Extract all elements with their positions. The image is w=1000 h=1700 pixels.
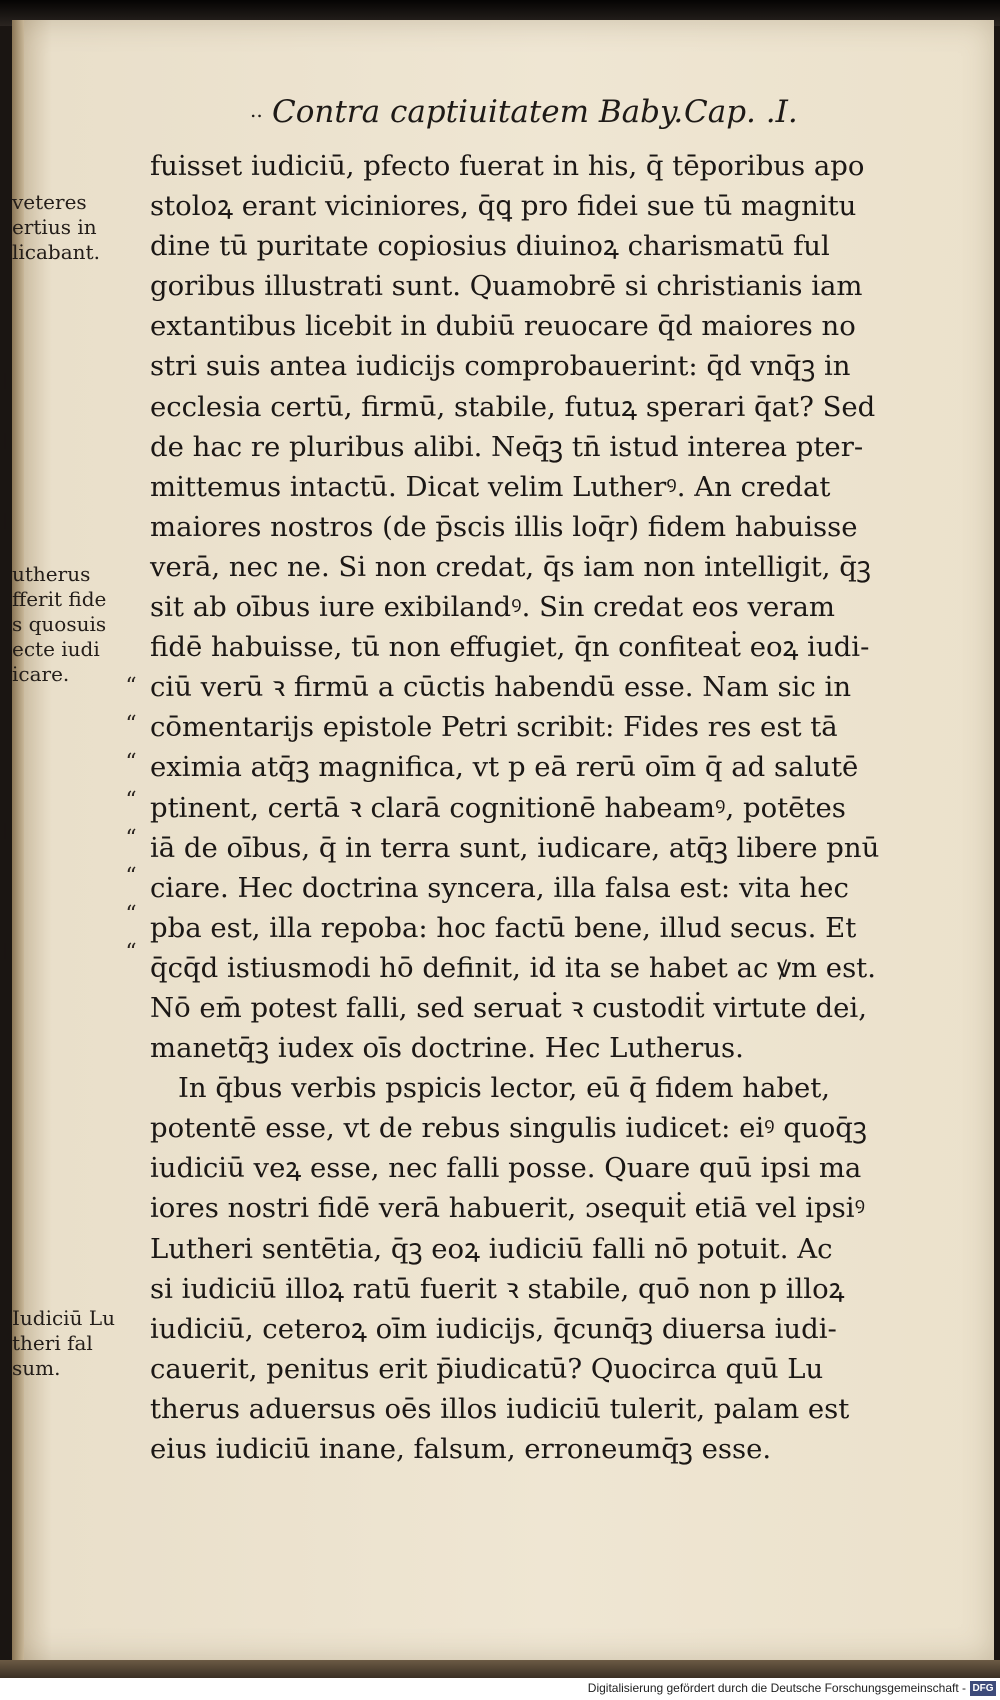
margin-note-line: licabant. — [12, 240, 100, 264]
text-line: iā de oībus, q̄ in terra sunt, iudicare, atq̄ꝫ libere pnū — [150, 831, 880, 864]
quote-mark: “ — [125, 940, 137, 965]
text-line: q̄cq̄d istiusmodi hō definit, id ita se habet ac ꝟm est. — [150, 951, 876, 984]
margin-note-line: sum. — [12, 1356, 61, 1380]
text-line: iudiciū, ceteroꝝ oīm iudicijs, q̄cunq̄ꝫ diuersa iudi- — [150, 1312, 837, 1345]
quote-mark: “ — [125, 788, 137, 813]
page-spine-edge — [12, 20, 24, 1660]
text-line: ptinent, certā ꝛ clarā cognitionē habeamꝰ, potētes — [150, 791, 846, 824]
text-line: eius iudiciū inane, falsum, erroneumq̄ꝫ esse. — [150, 1433, 772, 1465]
text-line: Lutheri sentētia, q̄ꝫ eoꝝ iudiciū falli nō potuit. Ac — [150, 1232, 833, 1265]
text-line: fidē habuisse, tū non effugiet, q̄n confiteaṫ eoꝝ iudi- — [150, 631, 870, 664]
text-line: cōmentarijs epistole Petri scribit: Fides res est tā — [150, 711, 838, 744]
quote-mark: “ — [125, 826, 137, 851]
header-lead: .. — [250, 98, 263, 122]
text-line: iudiciū veꝝ esse, nec falli posse. Quare quū ipsi ma — [150, 1152, 862, 1185]
margin-note-line: utherus — [12, 562, 91, 586]
text-line: stoloꝝ erant viciniores, q̄ꝗ pro fidei sue tū magnitu — [150, 190, 857, 223]
text-line: stri suis antea iudicijs comprobauerint: q̄d vnq̄ꝫ in — [150, 350, 851, 383]
text-line: maiores nostros (de p̄scis illis loq̄r) fidem habuisse — [150, 510, 858, 543]
text-line: extantibus licebit in dubiū reuocare q̄d maiores no — [150, 310, 856, 343]
text-line: In q̄bus verbis pspicis lector, eū q̄ fidem habet, — [178, 1072, 831, 1105]
text-line: fuisset iudiciū, pfecto fuerat in his, q̄ tēporibus apo — [150, 150, 865, 182]
text-line: ciare. Hec doctrina syncera, illa falsa est: vita hec — [150, 871, 849, 904]
quote-mark: “ — [125, 712, 137, 737]
text-line: mittemus intactū. Dicat velim Lutherꝰ. An credat — [150, 470, 831, 503]
quote-mark: “ — [125, 750, 137, 775]
funding-credit: Digitalisierung gefördert durch die Deutsche Forschungsgemeinschaft - — [587, 1681, 966, 1695]
text-line: de hac re pluribus alibi. Neq̄ꝫ tn̄ istud interea pter- — [150, 430, 864, 463]
text-line: iores nostri fidē verā habuerit, ɔsequiṫ etiā vel ipsiꝰ — [150, 1192, 866, 1225]
margin-note-line: veteres — [12, 190, 87, 214]
text-line: cauerit, penitus erit p̄iudicatū? Quocirca quū Lu — [150, 1352, 824, 1385]
body-text — [150, 146, 950, 1469]
text-line: si iudiciū illoꝝ ratū fuerit ꝛ stabile, quō non p illoꝝ — [150, 1272, 845, 1305]
running-title: Contra captiuitatem Baby. — [272, 94, 684, 130]
quote-mark: “ — [125, 864, 137, 889]
text-line: sit ab oībus iure exibilandꝰ. Sin credat eos veram — [150, 591, 835, 624]
text-line: verā, nec ne. Si non credat, q̄s iam non intelligit, q̄ꝫ — [150, 550, 871, 583]
text-line: dine tū puritate copiosius diuinoꝝ charismatū ful — [150, 230, 830, 263]
text-line: ciū verū ꝛ firmū a cūctis habendū esse. Nam sic in — [150, 671, 852, 704]
text-line: manetq̄ꝫ iudex oīs doctrine. Hec Lutherus. — [150, 1032, 744, 1065]
quotation-marks-column — [116, 668, 146, 972]
margin-note-line: Iudiciū Lu — [12, 1306, 115, 1330]
margin-note-line: theri fal — [12, 1331, 93, 1355]
chapter-label: Cap. .I. — [684, 94, 798, 130]
text-line: therus aduersus oēs illos iudiciū tulerit, palam est — [150, 1392, 850, 1425]
margin-note-line: icare. — [12, 662, 70, 686]
quote-mark: “ — [125, 674, 137, 699]
margin-note-veteres — [12, 190, 142, 265]
text-line: potentē esse, vt de rebus singulis iudicet: eiꝰ quoq̄ꝫ — [150, 1112, 867, 1145]
text-line: eximia atq̄ꝫ magnifica, vt p eā rerū oīm q̄ ad salutē — [150, 751, 859, 784]
footer-bar — [0, 1678, 1000, 1700]
margin-note-line: ecte iudi — [12, 637, 100, 661]
margin-note-iudicium — [12, 1306, 142, 1381]
margin-note-line: fferit fide — [12, 587, 107, 611]
quote-mark: “ — [125, 902, 137, 927]
text-line: pba est, illa repoba: hoc factū bene, illud secus. Et — [150, 911, 857, 944]
page-bottom-edge — [0, 1660, 1000, 1678]
running-header — [250, 94, 850, 134]
margin-note-line: ertius in — [12, 215, 97, 239]
margin-note-line: s quosuis — [12, 612, 107, 636]
text-line: goribus illustrati sunt. Quamobrē si christianis iam — [150, 270, 863, 303]
text-line: Nō em̄ potest falli, sed seruaṫ ꝛ custodiṫ virtute dei, — [150, 991, 867, 1024]
dfg-logo: DFG — [970, 1681, 996, 1696]
text-line: ecclesia certū, firmū, stabile, futuꝝ sperari q̄at? Sed — [150, 390, 876, 423]
